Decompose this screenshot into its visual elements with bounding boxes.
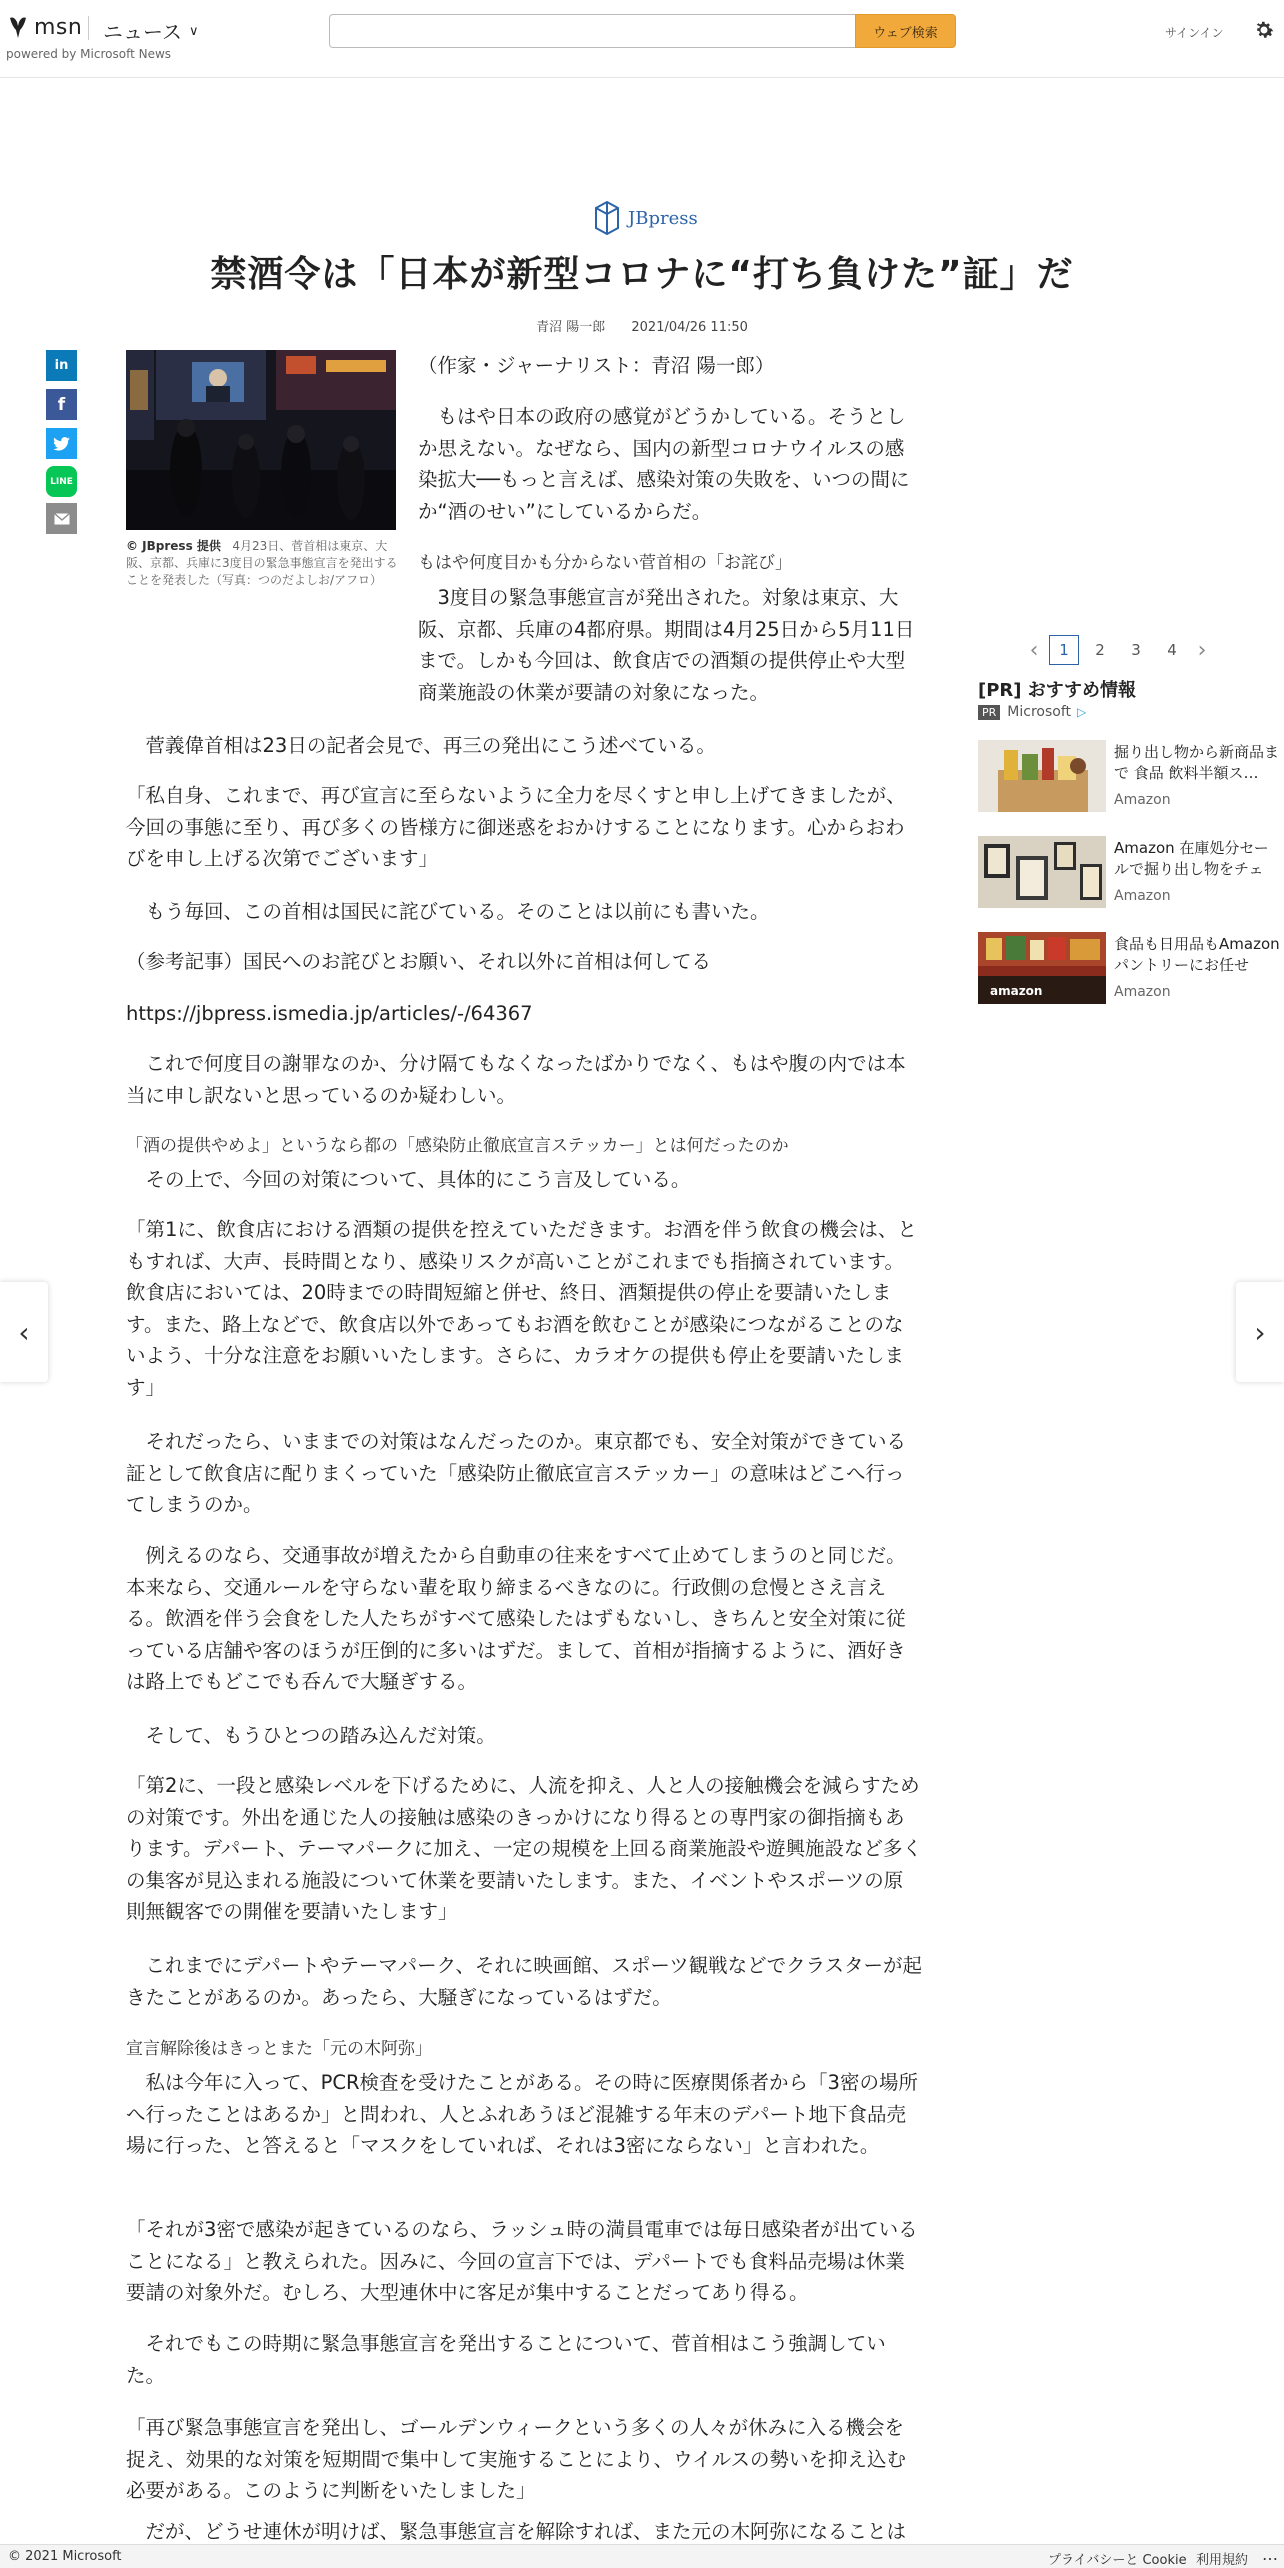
recommend-title: 掘り出し物から新商品まで 食品 飲料半額ス… <box>1114 743 1280 782</box>
author-name: 青沼 陽一郎 <box>536 320 606 335</box>
ad-choices-icon[interactable]: ▷ <box>1077 705 1087 719</box>
article-title: 禁酒令は「日本が新型コロナに“打ち負けた”証」だ <box>210 254 1074 295</box>
article-paragraph: 菅義偉首相は23日の記者会見で、再三の発出にこう述べている。 <box>145 734 716 757</box>
search-bar <box>329 14 956 48</box>
msn-butterfly-icon <box>8 14 28 40</box>
twitter-share-icon[interactable] <box>46 428 77 459</box>
chevron-right-icon[interactable]: › <box>1197 637 1207 663</box>
article-quote: 「私自身、これまで、再び宣言に至らないように全力を尽くすと申し上げてきましたが、今回の事態に至り、再び多くの皆様方に御迷惑をおかけすることになります。心からおわびを申し上げる次第でございます」 <box>126 784 906 870</box>
article-photo[interactable] <box>126 350 396 530</box>
chevron-down-icon: ∨ <box>189 24 199 39</box>
caption-text: 4月23日、菅首相は東京、大阪、京都、兵庫に3度目の緊急事態宣言を発出することを発表した（写真：つのだよしお/アフロ） <box>126 539 398 587</box>
recommend-item[interactable] <box>978 932 1282 1004</box>
section-dropdown[interactable] <box>103 16 199 45</box>
gear-icon[interactable] <box>1252 18 1276 42</box>
article-subheading: もはや何度目かも分からない菅首相の「お詫び」 <box>418 553 792 573</box>
header-divider <box>88 16 89 40</box>
mail-share-icon[interactable] <box>46 503 77 534</box>
pager-page[interactable]: 1 <box>1049 635 1079 665</box>
chevron-left-icon[interactable]: ‹ <box>1029 637 1039 663</box>
article-paragraph: それでもこの時期に緊急事態宣言を発出することについて、菅首相はこう強調していた。 <box>126 2332 886 2387</box>
recommend-thumbnail <box>978 932 1106 1004</box>
logo-text: msn <box>34 14 83 40</box>
article-paragraph: 例えるのなら、交通事故が増えたから自動車の往来をすべて止めてしまうのと同じだ。本来なら、交通ルールを守らない輩を取り締まるべきなのに。行政側の怠慢とさえ言える。飲酒を伴う会食をした人たちがすべて感染したはずもないし、きちんと安全対策に従っている店舗や客のほうが圧倒的に多いはずだ。まして、首相が指摘するように、酒好きは路上でもどこでも呑んで大騒ぎする。 <box>126 1544 906 1693</box>
linkedin-share-icon[interactable]: in <box>46 350 77 381</box>
article-paragraph: その上で、今回の対策について、具体的にこう言及している。 <box>145 1168 691 1191</box>
search-input[interactable] <box>329 14 855 48</box>
jbpress-logo-icon <box>592 200 622 236</box>
recommend-source <box>978 704 1086 720</box>
powered-by-text: powered by Microsoft News <box>6 47 172 61</box>
page-footer <box>0 2544 1284 2568</box>
article-paragraph: それだったら、いままでの対策はなんだったのか。東京都でも、安全対策ができている証として飲食店に配りまくっていた「感染防止徹底宣言ステッカー」の意味はどこへ行ってしまうのか。 <box>126 1430 907 1516</box>
svg-text:amazon: amazon <box>990 984 1043 998</box>
article-intro: （作家・ジャーナリスト：青沼 陽一郎） <box>418 354 775 377</box>
recommend-title: Amazon 在庫処分セールで掘り出し物をチェ <box>1114 839 1269 878</box>
privacy-link[interactable]: プライバシーと Cookie <box>1048 2553 1187 2568</box>
article-paragraph: もう毎回、この首相は国民に詫びている。そのことは以前にも書いた。 <box>145 900 770 923</box>
article-paragraph: 私は今年に入って、PCR検査を受けたことがある。その時に医療関係者から「3密の場所へ行ったことはあるか」と問われ、人とふれあうほど混雑する年末のデパート地下食品売場に行った、と答えると「マスクをしていれば、それは3密にならない」と言われた。 <box>126 2071 918 2157</box>
recommend-item[interactable] <box>978 740 1282 812</box>
photo-credit: © JBpress 提供 <box>126 539 221 553</box>
more-options-icon[interactable]: … <box>1262 2545 1278 2564</box>
source-name: Microsoft <box>1007 704 1071 720</box>
article-paragraph: そして、もうひとつの踏み込んだ対策。 <box>145 1724 496 1747</box>
pager-page[interactable]: 4 <box>1167 641 1177 659</box>
article-quote: 「再び緊急事態宣言を発出し、ゴールデンウィークという多くの人々が休みに入る機会を捉え、効果的な対策を短期間で集中して実施することにより、ウイルスの勢いを抑え込む必要がある。このように判断をいたしました」 <box>126 2416 907 2502</box>
recommend-title: 食品も日用品もAmazon パントリーにお任せ <box>1114 935 1280 974</box>
pager-page[interactable]: 2 <box>1095 641 1105 659</box>
pager-page[interactable]: 3 <box>1131 641 1141 659</box>
article-paragraph: 3度目の緊急事態宣言が発出された。対象は東京、大阪、京都、兵庫の4都府県。期間は4月25日から5月11日まで。しかも今回は、飲食店での酒類の提供停止や大型商業施設の休業が要請の対象になった。 <box>418 586 915 704</box>
article-subheading: 宣言解除後はきっとまた「元の木阿弥」 <box>126 2039 432 2059</box>
article-paragraph: （参考記事）国民へのお詫びとお願い、それ以外に首相は何してる <box>126 950 712 973</box>
article-paragraph: だが、どうせ連休が明けば、緊急事態宣言を解除すれば、また元の木阿弥になることは <box>145 2520 907 2543</box>
recommend-item[interactable] <box>978 836 1282 908</box>
article-quote: 「第2に、一段と感染レベルを下げるために、人流を抑え、人と人の接触機会を減らすための対策です。外出を通じた人の接触は感染のきっかけになり得るとの専門家の御指摘もあります。デパート、テーマパークに加え、一定の規模を上回る商業施設や遊興施設など多くの集客が見込まれる施設について休業を要請いたします。また、イベントやスポーツの原則無観客での開催を要請いたします」 <box>126 1774 922 1923</box>
copyright-text: © 2021 Microsoft <box>8 2549 122 2564</box>
previous-article-button[interactable] <box>0 1282 48 1382</box>
night-street-photo <box>126 350 396 530</box>
recommend-thumbnail <box>978 836 1106 908</box>
line-share-icon[interactable]: LINE <box>46 466 77 497</box>
web-search-button[interactable]: ウェブ検索 <box>855 14 956 48</box>
recommend-thumbnail <box>978 740 1106 812</box>
recommend-brand: Amazon <box>1114 888 1171 904</box>
facebook-share-icon[interactable]: f <box>46 389 77 420</box>
pr-badge: PR <box>978 705 1000 720</box>
carousel-pager <box>1022 634 1246 666</box>
article-paragraph: もはや日本の政府の感覚がどうかしている。そうとしか思えない。なぜなら、国内の新型コロナウイルスの感染拡大──もっと言えば、感染対策の失敗を、いつの間にか“酒のせい”にしているからだ。 <box>418 405 910 523</box>
chevron-left-icon: ‹ <box>18 1315 30 1349</box>
recommend-heading: [PR] おすすめ情報 <box>978 680 1136 701</box>
publish-date: 2021/04/26 11:50 <box>631 320 748 335</box>
chevron-right-icon: › <box>1254 1315 1266 1349</box>
publisher-name: JBpress <box>628 207 698 229</box>
article-quote: 「第1に、飲食店における酒類の提供を控えていただきます。お酒を伴う飲食の機会は、ともすれば、大声、長時間となり、感染リスクが高いことがこれまでも指摘されています。飲食店においては、20時までの時間短縮と併せ、終日、酒類提供の停止を要請いたします。また、路上などで、飲食店以外であってもお酒を飲むことが感染につながることのないよう、十分な注意をお願いいたします。さらに、カラオケの提供も停止を要請いたします」 <box>126 1218 917 1399</box>
byline <box>0 316 1284 335</box>
article-link[interactable]: https://jbpress.ismedia.jp/articles/-/64367 <box>126 1002 533 1025</box>
article-paragraph: これまでにデパートやテーマパーク、それに映画館、スポーツ観戦などでクラスターが起きたことがあるのか。あったら、大騒ぎになっているはずだ。 <box>126 1954 922 2009</box>
recommend-brand: Amazon <box>1114 984 1171 1000</box>
signin-link[interactable]: サインイン <box>1165 26 1224 40</box>
publisher-logo[interactable] <box>592 200 698 236</box>
terms-link[interactable]: 利用規約 <box>1196 2553 1249 2568</box>
article-paragraph: これで何度目の謝罪なのか、分け隔てもなくなったばかりでなく、もはや腹の内では本当に申し訳ないと思っているのか疑わしい。 <box>126 1052 906 1107</box>
msn-logo[interactable] <box>8 14 82 40</box>
recommend-brand: Amazon <box>1114 792 1171 808</box>
next-article-button[interactable] <box>1236 1282 1284 1382</box>
article-subheading: 「酒の提供やめよ」というなら都の「感染防止徹底宣言ステッカー」とは何だったのか <box>126 1136 789 1156</box>
section-label: ニュース <box>103 20 182 44</box>
article-quote: 「それが3密で感染が起きているのなら、ラッシュ時の満員電車では毎日感染者が出ていることになる」と教えられた。因みに、今回の宣言下では、デパートでも食料品売場は休業要請の対象外だ。むしろ、大型連休中に客足が集中することだってあり得る。 <box>126 2218 918 2304</box>
top-header <box>0 0 1284 78</box>
